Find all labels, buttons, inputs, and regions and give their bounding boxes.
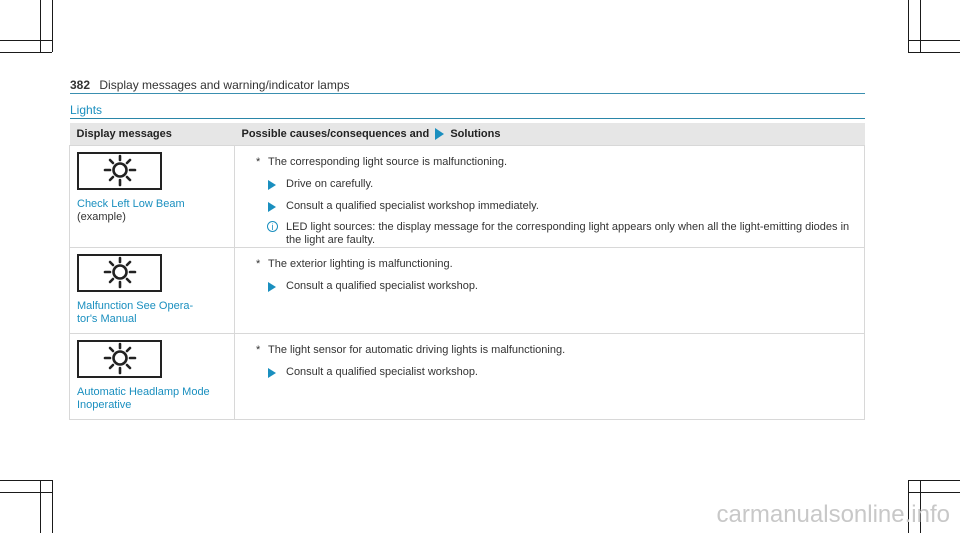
col-header-causes-solutions xyxy=(235,123,865,146)
display-message: Automatic Headlamp Mode Inoperative xyxy=(77,386,210,412)
display-message: Malfunction See Opera-tor's Manual xyxy=(77,300,194,326)
display-messages-table xyxy=(69,123,865,420)
light-malfunction-icon xyxy=(77,152,162,190)
cause-text: The light sensor for automatic driving lights is malfunctioning. xyxy=(268,344,566,357)
table-header-row xyxy=(70,123,865,146)
action-text: Drive on carefully. xyxy=(286,178,374,191)
action-arrow-icon xyxy=(268,282,276,292)
action-text: Consult a qualified specialist workshop. xyxy=(286,366,478,379)
action-text: Consult a qualified specialist workshop. xyxy=(286,280,478,293)
crop-mark xyxy=(908,52,960,53)
page-header-title: Display messages and warning/indicator lamps xyxy=(99,78,350,92)
message-cell xyxy=(70,248,235,334)
info-icon: i xyxy=(267,221,278,232)
crop-mark xyxy=(40,480,41,533)
crop-mark xyxy=(40,0,41,52)
cause-solution-cell xyxy=(235,146,865,248)
crop-mark xyxy=(908,480,960,481)
crop-mark xyxy=(0,40,52,41)
table-row xyxy=(70,248,865,334)
section-divider xyxy=(70,118,865,119)
crop-mark xyxy=(908,40,960,41)
light-malfunction-icon xyxy=(77,340,162,378)
action-arrow-icon xyxy=(268,368,276,378)
asterisk-marker: * xyxy=(256,344,261,357)
cause-solution-cell xyxy=(235,248,865,334)
crop-mark xyxy=(920,0,921,52)
message-cell xyxy=(70,334,235,420)
cause-text: The exterior lighting is malfunctioning. xyxy=(268,258,453,271)
col-header-causes: Possible causes/consequences and xyxy=(241,128,430,140)
crop-mark xyxy=(0,480,52,481)
asterisk-marker: * xyxy=(256,156,261,169)
crop-mark xyxy=(52,480,53,533)
crop-mark xyxy=(908,492,960,493)
action-arrow-icon xyxy=(268,202,276,212)
display-message: Check Left Low Beam xyxy=(77,198,185,211)
table-row xyxy=(70,334,865,420)
page-number: 382 xyxy=(70,78,91,92)
cause-text: The corresponding light source is malfunctioning. xyxy=(268,156,508,169)
action-arrow-icon xyxy=(268,180,276,190)
message-suffix: (example) xyxy=(77,211,126,224)
action-arrow-icon xyxy=(435,128,444,140)
page-header xyxy=(70,78,350,92)
section-title: Lights xyxy=(70,103,103,117)
crop-mark xyxy=(0,492,52,493)
action-text: Consult a qualified specialist workshop immediately. xyxy=(286,200,539,213)
crop-mark xyxy=(52,0,53,52)
watermark: carmanualsonline.info xyxy=(716,501,950,528)
col-header-solutions: Solutions xyxy=(450,128,501,140)
crop-mark xyxy=(908,0,909,52)
note-text: LED light sources: the display message for the corresponding light appears only when all the light-emitting diodes in the light are faulty. xyxy=(286,221,850,247)
light-malfunction-icon xyxy=(77,254,162,292)
message-cell xyxy=(70,146,235,248)
table-row xyxy=(70,146,865,248)
col-header-display-messages: Display messages xyxy=(70,123,235,146)
header-divider xyxy=(70,93,865,94)
cause-solution-cell xyxy=(235,334,865,420)
crop-mark xyxy=(0,52,52,53)
asterisk-marker: * xyxy=(256,258,261,271)
